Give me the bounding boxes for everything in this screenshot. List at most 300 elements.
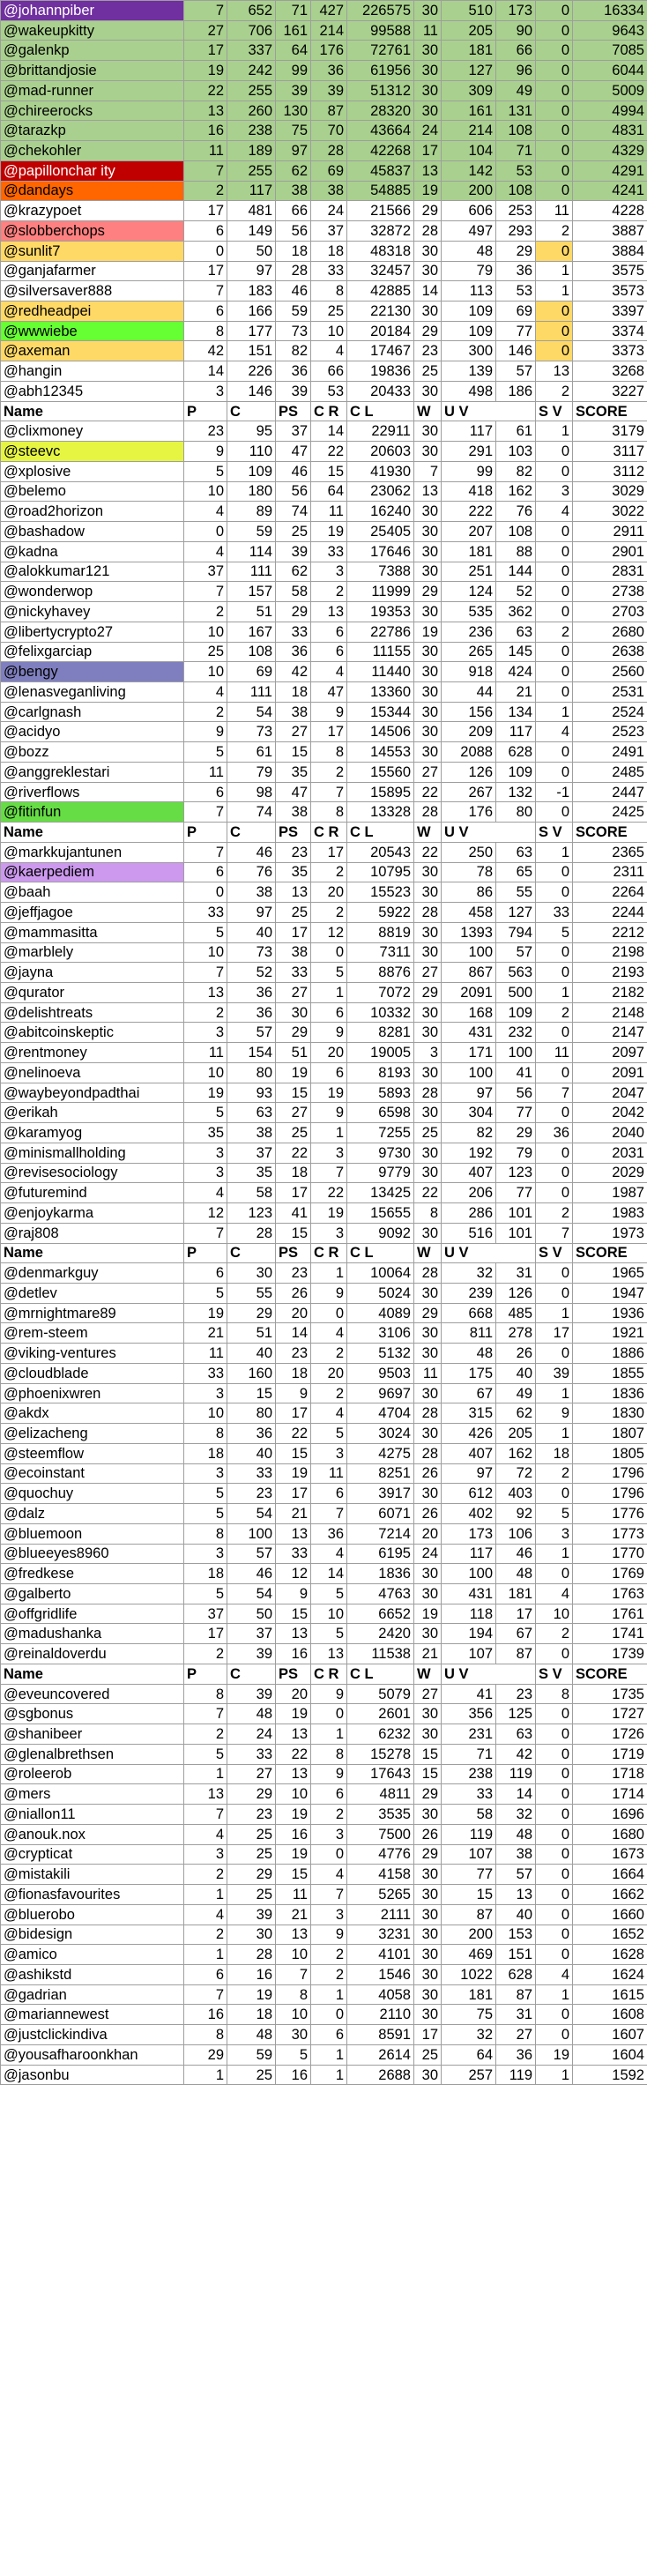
stat-cell-ps: 30 [276,1002,311,1023]
stat-cell-c: 114 [227,541,276,562]
stat-cell-x: 1592 [573,2065,647,2085]
stat-cell-ps: 41 [276,1203,311,1224]
stat-cell-sv: 26 [496,1344,536,1364]
stat-cell-ps: 161 [276,20,311,41]
user-name-cell: @waybeyondpadthai [1,1083,184,1103]
table-row [1,1284,647,1304]
stat-cell-c: 146 [227,381,276,401]
stat-cell-ps: 56 [276,481,311,502]
stat-cell-c: 50 [227,241,276,261]
user-name-cell: @steemflow [1,1443,184,1463]
stat-cell-x: 1796 [573,1463,647,1484]
stat-cell-cl: 6652 [347,1604,414,1624]
header-cell: SCORE [573,401,647,421]
stat-cell-c: 337 [227,41,276,61]
stat-cell-uv: 238 [442,1764,496,1784]
stat-cell-uv: 2088 [442,742,496,763]
stat-cell-x: 1807 [573,1424,647,1444]
stat-cell-c: 23 [227,1805,276,1825]
stat-cell-w: 28 [414,903,442,923]
stat-cell-ps: 26 [276,1284,311,1304]
stat-cell-c: 36 [227,1002,276,1023]
stat-cell-sv: 29 [496,1123,536,1143]
stat-cell-ps: 13 [276,1523,311,1544]
table-row [1,1062,647,1083]
stat-cell-ps: 27 [276,982,311,1002]
stat-cell-score: 33 [536,903,573,923]
stat-cell-cl: 11440 [347,662,414,682]
stat-cell-c: 25 [227,1844,276,1865]
stat-cell-w: 19 [414,1604,442,1624]
stat-cell-w: 27 [414,963,442,983]
stat-cell-cl: 15523 [347,882,414,903]
stat-cell-p: 9 [184,722,227,742]
header-cell: C R [311,1664,347,1684]
stat-cell-ps: 46 [276,281,311,302]
header-cell: C [227,1243,276,1263]
stat-cell-uv: 209 [442,722,496,742]
stat-cell-uv: 206 [442,1183,496,1203]
stat-cell-x: 1973 [573,1223,647,1243]
stat-cell-w: 27 [414,1684,442,1704]
user-name-cell: @abitcoinskeptic [1,1023,184,1043]
stat-cell-c: 69 [227,662,276,682]
table-row [1,1183,647,1203]
stat-cell-w: 11 [414,1363,442,1383]
stat-cell-x: 1739 [573,1644,647,1664]
stat-cell-sv: 31 [496,1263,536,1284]
table-row [1,1323,647,1344]
stat-cell-cl: 15895 [347,782,414,802]
stat-cell-cr: 11 [311,1463,347,1484]
user-name-cell: @mariannewest [1,2005,184,2025]
stat-cell-score: 1 [536,1383,573,1403]
stat-cell-cl: 6071 [347,1504,414,1524]
stat-cell-p: 5 [184,1484,227,1504]
stat-cell-cr: 6 [311,622,347,642]
table-row [1,602,647,622]
stat-cell-cr: 5 [311,963,347,983]
stat-cell-uv: 100 [442,942,496,963]
user-name-cell: @hangin [1,361,184,382]
user-name-cell: @enjoykarma [1,1203,184,1224]
table-row [1,1704,647,1724]
stat-cell-c: 19 [227,1984,276,2005]
stat-cell-w: 25 [414,2044,442,2065]
stat-cell-sv: 87 [496,1644,536,1664]
table-row [1,442,647,462]
stat-cell-w: 30 [414,662,442,682]
stat-cell-sv: 403 [496,1484,536,1504]
stat-cell-p: 17 [184,201,227,221]
stat-cell-cr: 8 [311,742,347,763]
stat-cell-uv: 315 [442,1403,496,1424]
stat-cell-uv: 139 [442,361,496,382]
stat-cell-ps: 71 [276,1,311,21]
stat-cell-cl: 21566 [347,201,414,221]
stat-cell-score: 0 [536,1062,573,1083]
user-name-cell: @eveuncovered [1,1684,184,1704]
user-name-cell: @marblely [1,942,184,963]
stat-cell-x: 1855 [573,1363,647,1383]
stat-cell-score: 1 [536,1303,573,1323]
stat-cell-ps: 16 [276,2065,311,2085]
stat-cell-sv: 23 [496,1684,536,1704]
stat-cell-x: 2703 [573,602,647,622]
stat-cell-ps: 38 [276,802,311,823]
stat-cell-cl: 61956 [347,61,414,81]
stat-cell-sv: 126 [496,1284,536,1304]
stat-cell-p: 1 [184,1885,227,1905]
stat-cell-ps: 16 [276,1644,311,1664]
stat-cell-p: 25 [184,642,227,662]
stat-cell-score: 3 [536,1523,573,1544]
stat-cell-uv: 107 [442,1644,496,1664]
table-row [1,241,647,261]
stat-cell-w: 30 [414,1704,442,1724]
stat-cell-score: 0 [536,1904,573,1925]
stat-cell-uv: 251 [442,562,496,582]
stat-cell-c: 97 [227,903,276,923]
stat-cell-x: 1776 [573,1504,647,1524]
stat-cell-x: 3179 [573,421,647,442]
stat-cell-cr: 37 [311,221,347,242]
stat-cell-ps: 5 [276,2044,311,2065]
stat-cell-uv: 181 [442,1984,496,2005]
stat-cell-p: 33 [184,903,227,923]
stat-cell-x: 1936 [573,1303,647,1323]
stat-cell-p: 4 [184,1183,227,1203]
table-row [1,302,647,322]
stat-cell-x: 2198 [573,942,647,963]
user-name-cell: @redheadpei [1,302,184,322]
stat-cell-sv: 61 [496,421,536,442]
stat-cell-x: 2831 [573,562,647,582]
user-name-cell: @nickyhavey [1,602,184,622]
user-name-cell: @felixgarciap [1,642,184,662]
stat-cell-p: 12 [184,1203,227,1224]
stat-cell-ps: 66 [276,201,311,221]
stat-cell-p: 33 [184,1363,227,1383]
stat-cell-x: 1769 [573,1564,647,1584]
stat-cell-sv: 55 [496,882,536,903]
stat-cell-cl: 17646 [347,541,414,562]
stat-cell-p: 19 [184,61,227,81]
stat-cell-score: 0 [536,1805,573,1825]
stat-cell-ps: 29 [276,1023,311,1043]
stat-cell-score: 19 [536,2044,573,2065]
stat-cell-sv: 109 [496,1002,536,1023]
user-name-cell: @shanibeer [1,1724,184,1745]
stat-cell-w: 30 [414,442,442,462]
stat-cell-x: 4291 [573,160,647,181]
stat-cell-score: 1 [536,842,573,862]
user-name-cell: @tarazkp [1,121,184,141]
stat-cell-w: 30 [414,1383,442,1403]
stat-cell-c: 38 [227,1123,276,1143]
stat-cell-ps: 27 [276,1103,311,1123]
stat-cell-sv: 72 [496,1463,536,1484]
stat-cell-p: 35 [184,1123,227,1143]
stat-cell-ps: 75 [276,121,311,141]
table-row [1,903,647,923]
stat-cell-c: 40 [227,1443,276,1463]
stat-cell-p: 8 [184,1523,227,1544]
user-name-cell: @galenkp [1,41,184,61]
header-cell: P [184,1243,227,1263]
header-cell: C R [311,823,347,843]
stat-cell-w: 30 [414,702,442,722]
stat-cell-cr: 20 [311,1043,347,1063]
stat-cell-x: 1836 [573,1383,647,1403]
stat-cell-c: 108 [227,642,276,662]
stat-cell-uv: 48 [442,241,496,261]
table-row [1,1584,647,1604]
stat-cell-score: 0 [536,1284,573,1304]
user-name-cell: @delishtreats [1,1002,184,1023]
stat-cell-score: 1 [536,281,573,302]
stat-cell-ps: 33 [276,1544,311,1564]
stat-cell-cl: 3106 [347,1323,414,1344]
stat-cell-uv: 41 [442,1684,496,1704]
stat-cell-c: 46 [227,1564,276,1584]
stat-cell-x: 2911 [573,522,647,542]
stat-cell-cl: 5132 [347,1344,414,1364]
table-row [1,1984,647,2005]
stat-cell-c: 57 [227,1544,276,1564]
stat-cell-cl: 4811 [347,1784,414,1805]
stat-cell-p: 21 [184,1323,227,1344]
table-row [1,1523,647,1544]
stat-cell-p: 7 [184,1223,227,1243]
stat-cell-uv: 71 [442,1744,496,1764]
header-row [1,823,647,843]
user-name-cell: @raj808 [1,1223,184,1243]
stat-cell-c: 50 [227,1604,276,1624]
stat-cell-c: 23 [227,1484,276,1504]
stat-cell-p: 6 [184,782,227,802]
stat-cell-w: 21 [414,1644,442,1664]
stat-cell-ps: 13 [276,882,311,903]
stat-cell-ps: 9 [276,1383,311,1403]
stat-cell-c: 73 [227,942,276,963]
stat-cell-x: 1735 [573,1684,647,1704]
stat-cell-cr: 53 [311,381,347,401]
stat-cell-x: 4831 [573,121,647,141]
stat-cell-w: 30 [414,1424,442,1444]
user-name-cell: @amico [1,1945,184,1965]
stat-cell-score: 0 [536,1484,573,1504]
stat-cell-cl: 3024 [347,1424,414,1444]
header-cell: Name [1,823,184,843]
stat-cell-sv: 132 [496,782,536,802]
stat-cell-ps: 29 [276,602,311,622]
stat-cell-cl: 8281 [347,1023,414,1043]
stat-cell-cr: 24 [311,201,347,221]
stat-cell-uv: 64 [442,2044,496,2065]
stat-cell-ps: 15 [276,1604,311,1624]
table-row [1,842,647,862]
stat-cell-ps: 35 [276,862,311,882]
stat-cell-p: 2 [184,1644,227,1664]
stat-cell-c: 28 [227,1945,276,1965]
stat-cell-w: 13 [414,481,442,502]
user-name-cell: @fredkese [1,1564,184,1584]
stat-cell-x: 2244 [573,903,647,923]
stat-cell-cl: 9503 [347,1363,414,1383]
stat-cell-uv: 124 [442,582,496,602]
header-cell: P [184,823,227,843]
stat-cell-cr: 25 [311,302,347,322]
stat-cell-uv: 286 [442,1203,496,1224]
stat-cell-cl: 11999 [347,582,414,602]
stat-cell-uv: 811 [442,1323,496,1344]
stat-cell-w: 22 [414,842,442,862]
stat-cell-sv: 67 [496,1624,536,1644]
user-name-cell: @anouk.nox [1,1824,184,1844]
stat-cell-x: 2042 [573,1103,647,1123]
stat-cell-uv: 107 [442,1844,496,1865]
stat-cell-cr: 3 [311,1223,347,1243]
user-name-cell: @brittandjosie [1,61,184,81]
stat-cell-x: 1983 [573,1203,647,1224]
stat-cell-uv: 1393 [442,922,496,942]
stat-cell-cr: 70 [311,121,347,141]
stat-cell-c: 109 [227,461,276,481]
stat-cell-sv: 96 [496,61,536,81]
stat-cell-w: 30 [414,922,442,942]
header-cell: W [414,823,442,843]
table-row [1,1484,647,1504]
stat-cell-score: 0 [536,302,573,322]
stat-cell-ps: 17 [276,1183,311,1203]
stat-cell-uv: 458 [442,903,496,923]
stat-cell-score: 9 [536,1403,573,1424]
stat-cell-cl: 25405 [347,522,414,542]
stat-cell-sv: 253 [496,201,536,221]
user-name-cell: @road2horizon [1,502,184,522]
table-row [1,681,647,702]
stat-cell-cr: 3 [311,1443,347,1463]
header-cell: C L [347,823,414,843]
stat-cell-sv: 500 [496,982,536,1002]
stat-cell-cl: 72761 [347,41,414,61]
stat-cell-sv: 293 [496,221,536,242]
stat-cell-cr: 15 [311,461,347,481]
stat-cell-x: 2047 [573,1083,647,1103]
stat-cell-uv: 239 [442,1284,496,1304]
header-cell: W [414,1243,442,1263]
stat-cell-sv: 278 [496,1323,536,1344]
stat-cell-p: 19 [184,1083,227,1103]
stat-cell-cl: 22786 [347,622,414,642]
stat-cell-x: 3029 [573,481,647,502]
stat-cell-w: 30 [414,1,442,21]
stat-cell-x: 2425 [573,802,647,823]
stat-cell-c: 180 [227,481,276,502]
stat-cell-c: 183 [227,281,276,302]
stat-cell-sv: 119 [496,2065,536,2085]
stat-cell-cl: 4275 [347,1443,414,1463]
stat-cell-x: 2091 [573,1062,647,1083]
stat-cell-w: 30 [414,562,442,582]
user-name-cell: @viking-ventures [1,1344,184,1364]
stat-cell-c: 177 [227,321,276,341]
stat-cell-sv: 40 [496,1904,536,1925]
stat-cell-cl: 8876 [347,963,414,983]
stat-cell-score: 3 [536,481,573,502]
stat-cell-w: 28 [414,1263,442,1284]
stat-cell-w: 30 [414,1925,442,1945]
stat-cell-uv: 469 [442,1945,496,1965]
stat-cell-cl: 19005 [347,1043,414,1063]
header-cell: P [184,1664,227,1684]
header-cell: W [414,401,442,421]
stat-cell-p: 5 [184,1504,227,1524]
header-row [1,401,647,421]
stat-cell-score: 4 [536,722,573,742]
stat-cell-cr: 36 [311,1523,347,1544]
stat-cell-c: 54 [227,1504,276,1524]
stat-cell-cl: 15655 [347,1203,414,1224]
stat-cell-score: 4 [536,1964,573,1984]
stat-cell-x: 1673 [573,1844,647,1865]
stat-cell-ps: 38 [276,702,311,722]
stat-cell-score: 0 [536,1143,573,1163]
user-name-cell: @krazypoet [1,201,184,221]
stat-cell-c: 149 [227,221,276,242]
stat-cell-p: 3 [184,1383,227,1403]
stat-cell-cl: 6232 [347,1724,414,1745]
stat-cell-c: 33 [227,1744,276,1764]
stat-cell-cr: 6 [311,1784,347,1805]
stat-cell-p: 18 [184,1564,227,1584]
header-cell: SCORE [573,823,647,843]
stat-cell-p: 7 [184,582,227,602]
stat-cell-x: 3887 [573,221,647,242]
stat-cell-w: 30 [414,1964,442,1984]
table-row [1,1023,647,1043]
stat-cell-cr: 3 [311,1904,347,1925]
stat-cell-x: 2560 [573,662,647,682]
header-cell: C L [347,401,414,421]
stat-cell-uv: 79 [442,261,496,281]
stat-cell-w: 28 [414,1443,442,1463]
stat-cell-x: 1719 [573,1744,647,1764]
stat-cell-uv: 300 [442,341,496,361]
header-cell: Name [1,1243,184,1263]
stat-cell-score: 2 [536,1002,573,1023]
stat-cell-cr: 2 [311,1964,347,1984]
stat-cell-cl: 1836 [347,1564,414,1584]
stat-cell-uv: 119 [442,1824,496,1844]
stat-cell-p: 42 [184,341,227,361]
stat-cell-p: 2 [184,1724,227,1745]
stat-cell-uv: 100 [442,1062,496,1083]
stat-cell-p: 17 [184,1624,227,1644]
stat-cell-uv: 2091 [442,982,496,1002]
stat-cell-p: 3 [184,1143,227,1163]
stat-cell-p: 7 [184,1984,227,2005]
stat-cell-p: 29 [184,2044,227,2065]
stat-cell-c: 76 [227,862,276,882]
stat-cell-cr: 5 [311,1584,347,1604]
stat-cell-p: 16 [184,121,227,141]
user-name-cell: @belemo [1,481,184,502]
table-row [1,522,647,542]
stat-cell-p: 11 [184,762,227,782]
user-name-cell: @rentmoney [1,1043,184,1063]
